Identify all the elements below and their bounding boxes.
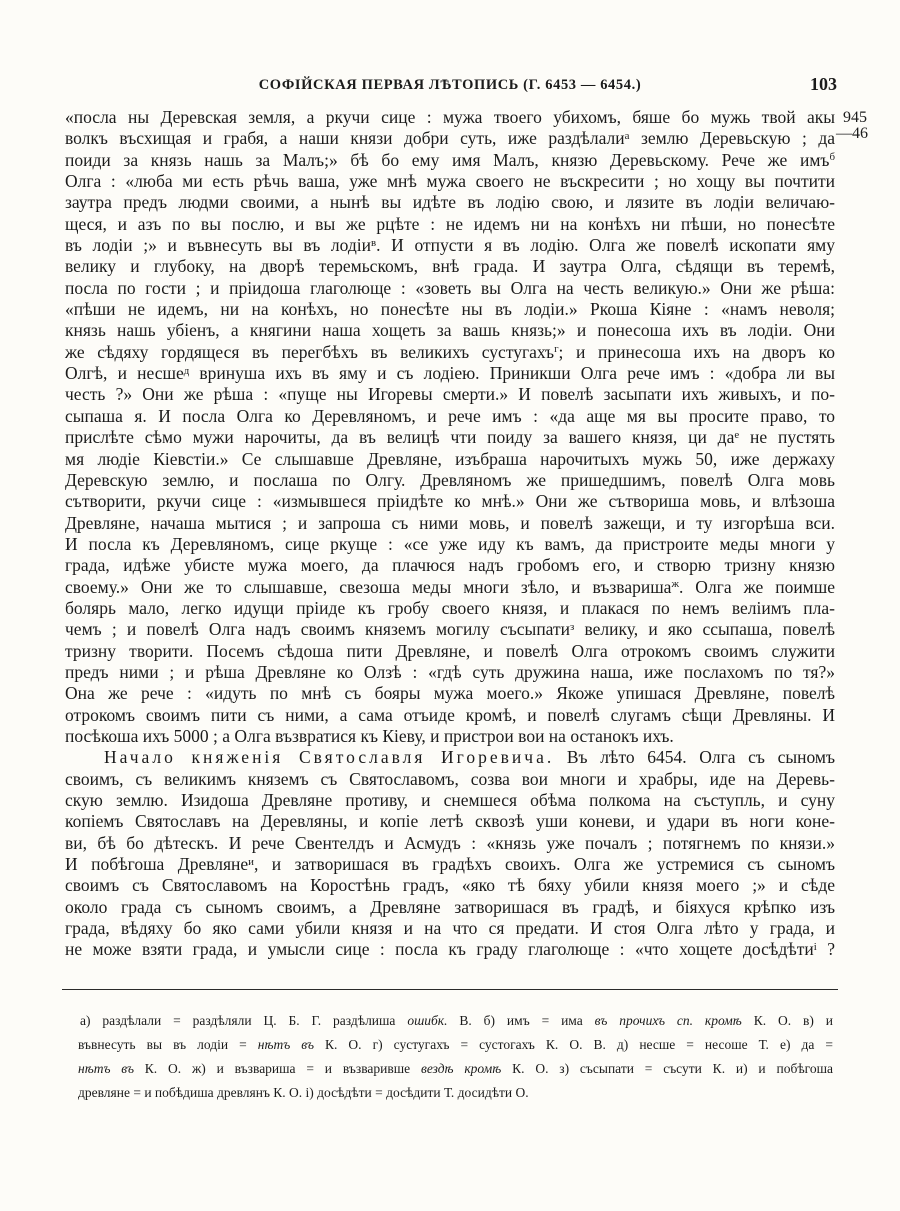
text-run: Въ лѣто 6454. Олга съ сыномъ: [554, 747, 836, 768]
footnote-line: [78, 1057, 833, 1081]
footnote-italic-text: въ прочихъ сп. кромѣ: [594, 1013, 742, 1028]
footnote-italic-text: нѣтъ въ: [78, 1061, 134, 1076]
text-line: [65, 342, 835, 363]
text-run: сътворити, ркучи сице : «измывшеся пріидѣте ко мнѣ.» Они же сътвориша мовь, и влѣзоша: [65, 491, 835, 512]
text-line: [65, 470, 835, 491]
footnote-text: К. О. в) и: [741, 1013, 833, 1028]
text-run: своимъ съ Святославомъ на Коростѣнь градъ, «яко тѣ бяху убили князя моего ;» и сѣде: [65, 875, 835, 896]
text-run: И посла къ Деревляномъ, сице ркуще : «се уже иду къ вамъ, да пристроите меды многи у: [65, 533, 835, 554]
footnote-italic-text: вездѣ кромѣ: [420, 1061, 502, 1076]
text-line: [65, 384, 835, 405]
text-line: [65, 427, 835, 448]
footnote-text: а) раздѣлали = раздѣляли Ц. Б. Г. раздѣлиша: [80, 1013, 408, 1028]
footnote-marker: ж: [671, 578, 679, 591]
text-line: [65, 214, 835, 235]
footnote-text: К. О. г) сустугахъ = сустогахъ К. О. В. д) несше = несоше Т. е) да =: [313, 1037, 833, 1052]
footnote-divider: [62, 989, 838, 990]
text-run: отрокомъ своимъ пити съ ними, а сама отъиде кромѣ, и повелѣ слугамъ сѣщи Древляны. И: [65, 704, 835, 725]
text-run: скую землю. Изидоша Древляне противу, и снемшеся обѣма полкома на съступль, и суну: [65, 790, 835, 810]
footnote-marker: д: [183, 364, 190, 377]
text-run: заутра предъ людми своими, а нынѣ вы идѣте въ лодію свою, и лязите въ лодіи величаю-: [65, 192, 835, 213]
text-run: вринуша ихъ въ яму и съ лодіею. Приникши Олга рече имъ : «добра ли вы: [189, 363, 835, 384]
text-run: посѣкоша ихъ 5000 ; а Олга възвратися къ Кіеву, и пристрои вои на останокъ ихъ.: [65, 725, 674, 746]
text-line: [65, 833, 835, 854]
footnote-text: В. б) имъ = има: [447, 1013, 595, 1028]
footnote-italic-text: нѣтъ въ: [257, 1037, 314, 1052]
text-line: [65, 662, 835, 683]
text-run: Она же рече : «идуть по мнѣ съ бояры мужа моего.» Якоже упишася Древляне, повелѣ: [65, 683, 835, 704]
text-run: честь ?» Они же рѣша : «пуще ны Игоревы смерти.» И повелѣ засыпати ихъ живыхъ, и по-: [65, 384, 835, 405]
text-run: копіемъ Святославъ на Деревляны, и копіе летѣ сквозѣ уши коневи, и удари въ ноги коне-: [65, 811, 835, 832]
footnote-marker: в: [371, 236, 377, 249]
footnote-text: древляне = и побѣдиша древлянъ К. О. і) досѣдѣти = досѣдити Т. досидѣти О.: [78, 1085, 529, 1100]
footnote-line: [78, 1033, 833, 1057]
text-run: сыпаша я. И посла Олга ко Деревляномъ, и рече имъ : «да аще мя вы просите право, то: [65, 405, 835, 426]
text-run: около града съ сыномъ своимъ, а Древляне затворишася въ градѣ, и біяхуся крѣпко изъ: [65, 896, 835, 917]
text-run: предъ ними ; и рѣша Древляне ко Олзѣ : «гдѣ суть дружина наша, иже послахомъ по тя?»: [65, 661, 835, 682]
footnote-marker: з: [570, 620, 575, 633]
footnote-marker: е: [734, 428, 740, 441]
margin-year-note: —46: [836, 125, 868, 142]
footnote-marker: г: [554, 343, 559, 356]
text-line: [65, 790, 835, 811]
text-line: [65, 299, 835, 320]
text-run: . И отпусти я въ лодію. Олга же повелѣ ископати яму: [376, 235, 836, 256]
text-run: мя людіе Кіевстіи.» Се слышавше Древляне, изъбраша нарочитыхъ мужь 50, иже держаху: [65, 448, 835, 469]
text-run: Олга : «люба ми есть рѣчь ваша, уже мнѣ мужа своего не въскресити ; но хощу вы почтити: [65, 171, 835, 192]
text-line: [65, 705, 835, 726]
text-run: , и затворишася въ градѣхъ своихъ. Олга же устремися съ сыномъ: [253, 854, 836, 875]
text-line: [65, 449, 835, 470]
chapter-heading: Начало княженія Святославля Игоревича.: [104, 747, 555, 768]
text-run: землю Деревьскую ; да: [629, 128, 835, 149]
paragraph: [65, 107, 835, 747]
text-run: града, вѣдяху бо яко сами убили князя и на что ся предати. И стоя Олга лѣто у града, и: [65, 918, 835, 939]
footnote-text: въвнесуть вы въ лодіи =: [78, 1037, 258, 1052]
text-run: ; и принесоша ихъ на дворъ ко: [558, 341, 835, 362]
text-line: [65, 406, 835, 427]
text-run: Древляне, начаша мытися ; и запроша съ ними мовь, и повелѣ зажещи, и ту изгорѣша вси.: [65, 512, 835, 533]
text-line: [65, 534, 835, 555]
text-run: ?: [816, 939, 835, 960]
footnote-text: К. О. з) съсыпати = съсути К. и) и побѣгоша: [501, 1061, 833, 1076]
text-run: болярь мало, легко идущи пріиде къ гробу своего князя, и плакася по немъ веліимъ пла-: [65, 597, 835, 618]
text-run: не може взяти града, и умысли сице : посла къ граду глаголюще : «что хощете досѣдѣти: [65, 939, 814, 960]
text-line: [65, 875, 835, 896]
text-line: [65, 598, 835, 619]
footnote-marker: и: [248, 855, 254, 868]
text-run: велику, и яко ссыпаша, повелѣ: [574, 619, 835, 640]
text-run: чемъ ; и повелѣ Олга надъ своимъ княземъ могилу съсыпати: [65, 619, 571, 640]
text-run: своему.» Они же то слышавше, свезоша меды многи зѣло, и възвариша: [65, 576, 672, 597]
footnote-marker: і: [813, 940, 817, 953]
text-run: князь нашь убіенъ, а княгини наша хощеть за вашь князь;» и понесоша ихъ въ лодіи. Они: [65, 320, 835, 341]
text-line: [65, 854, 835, 875]
text-line: [65, 491, 835, 512]
text-run: щеся, и азъ по вы послю, и вы же рцѣте : не идемъ ни на конѣхъ ни пѣши, но понесѣте: [65, 213, 835, 234]
text-line: [65, 363, 835, 384]
text-run: же сѣдяху гордящеся въ перегбѣхъ въ великихъ сустугахъ: [65, 341, 555, 362]
text-run: прислѣте сѣмо мужи нарочиты, да въ велицѣ чти поиду за вашего князя, ци да: [65, 427, 735, 448]
text-run: И побѣгоша Древляне: [65, 854, 249, 875]
text-run: «посла ны Деревская земля, а ркучи сице : мужа твоего убихомъ, бяше бо мужь твой акы: [65, 107, 835, 127]
text-line: [65, 128, 835, 149]
text-run: своимъ, съ великимъ княземъ съ Святославомъ, созва вои многи и храбры, иде на Деревь-: [65, 768, 835, 789]
text-line: [65, 513, 835, 534]
text-line: [65, 555, 835, 576]
text-line: [65, 278, 835, 299]
chronicle-body-text: [65, 107, 835, 961]
footnote-marker: б: [829, 151, 835, 164]
text-run: ви, бѣ бо дѣтескъ. И рече Свентелдъ и Асмудъ : «князь уже почалъ ; потягнемъ по князи.»: [65, 832, 835, 853]
footnote-line: [78, 1009, 833, 1033]
text-run: Деревскую землю, и послаша по Олгу. Древляномъ же пришедшимъ, повелѣ Олга мовь: [65, 469, 835, 490]
text-run: Олгѣ, и несше: [65, 363, 184, 384]
text-line: [65, 192, 835, 213]
footnotes: [78, 1009, 833, 1105]
text-line: [65, 683, 835, 704]
text-run: града, идѣже убисте мужа моего, да плачюся надъ гробомъ его, и створю тризну князю: [65, 555, 835, 576]
text-run: велику и глубоку, на дворѣ теремьскомъ, внѣ града. И заутра Олга, сѣдящи въ теремѣ,: [65, 256, 835, 277]
running-head-title: СОФІЙСКАЯ ПЕРВАЯ ЛѢТОПИСЬ (Г. 6453 — 6454.): [258, 77, 642, 93]
footnote-marker: а: [624, 129, 630, 142]
footnote-italic-text: ошибк.: [407, 1013, 448, 1028]
text-run: «пѣши не идемъ, ни на конѣхъ, но понесѣте ны въ лодіи.» Ркоша Кіяне : «намъ неволя;: [65, 299, 835, 320]
text-line: [65, 235, 835, 256]
text-line: [65, 918, 835, 939]
text-run: въ лодіи ;» и въвнесуть вы въ лодіи: [65, 235, 372, 256]
page-number: 103: [810, 74, 837, 94]
text-line: [65, 811, 835, 832]
text-line: [65, 107, 835, 128]
text-line: [65, 641, 835, 662]
text-line: [65, 897, 835, 918]
text-line: [65, 726, 835, 747]
text-line: [65, 619, 835, 640]
footnote-text: К. О. ж) и възвариша = и възваривше: [133, 1061, 421, 1076]
text-run: не пустять: [739, 427, 835, 448]
footnote-line: [78, 1081, 833, 1105]
text-line: [65, 747, 835, 768]
text-line: [65, 769, 835, 790]
margin-year-note: 945: [843, 109, 867, 126]
text-run: посла по гости ; и пріидоша глаголюще : «зоветь вы Олга на честь великую.» Они же рѣша:: [65, 277, 835, 298]
text-run: тризну творити. Посемъ сѣдоша пити Древляне, и повелѣ Олга отрокомъ своимъ служити: [65, 640, 835, 661]
paragraph: [65, 747, 835, 960]
text-run: волкъ въсхищая и грабя, а наши князи добри суть, иже раздѣлали: [65, 128, 625, 149]
text-line: [65, 320, 835, 341]
text-line: [65, 256, 835, 277]
text-line: [65, 171, 835, 192]
text-line: [65, 939, 835, 960]
text-run: поиди за князь нашь за Малъ;» бѣ бо ему имя Малъ, князю Деревьскому. Рече же имъ: [65, 149, 830, 170]
text-line: [65, 150, 835, 171]
text-line: [65, 577, 835, 598]
text-run: . Олга же поимше: [678, 576, 835, 597]
